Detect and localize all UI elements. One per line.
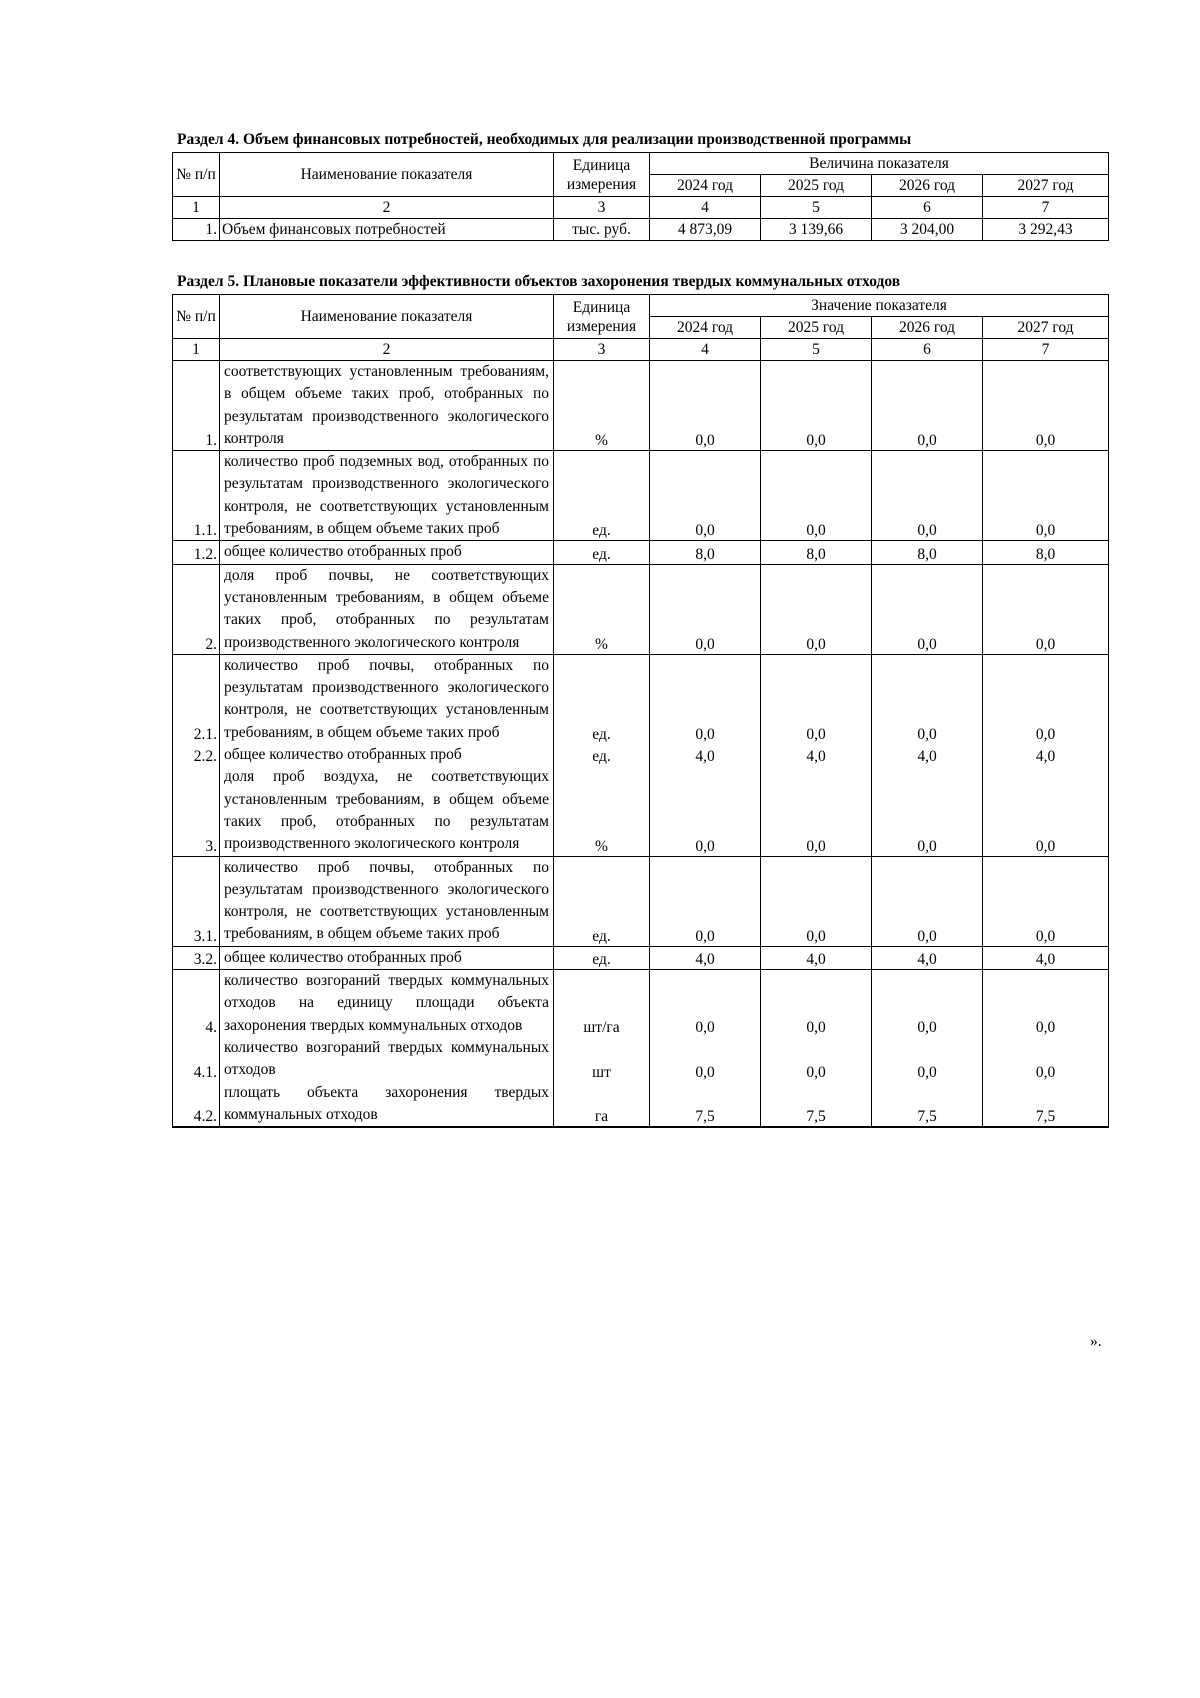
col-number: 7 [983, 339, 1109, 361]
row-value: 0,0 [650, 1037, 761, 1082]
row-name: количество возгораний твердых коммунальных отходов [220, 1037, 554, 1082]
header-num: № п/п [173, 295, 220, 339]
row-name: количество проб почвы, отобранных по результатам производственного экологического контроля, не соответствующих установленным требованиям, в общем объеме таких проб [220, 654, 554, 744]
row-unit: ед. [554, 541, 650, 564]
row-value: 8,0 [983, 541, 1109, 564]
row-num: 2.1. [173, 654, 220, 744]
row-value: 7,5 [872, 1082, 983, 1128]
col-number: 1 [173, 339, 220, 361]
row-num: 2. [173, 564, 220, 654]
header-year: 2027 год [983, 317, 1109, 339]
header-year: 2026 год [872, 317, 983, 339]
table-row [173, 219, 1109, 241]
row-value: 4,0 [983, 946, 1109, 969]
header-year: 2025 год [761, 317, 872, 339]
row-value: 0,0 [761, 564, 872, 654]
table-row [173, 361, 1109, 451]
row-value: 0,0 [761, 451, 872, 541]
row-value: 4,0 [872, 946, 983, 969]
row-value: 0,0 [983, 766, 1109, 856]
row-unit: % [554, 361, 650, 451]
table-row [173, 856, 1109, 946]
row-value: 0,0 [761, 766, 872, 856]
row-value: 0,0 [983, 1037, 1109, 1082]
row-value: 8,0 [650, 541, 761, 564]
row-num: 1. [173, 219, 220, 241]
row-num: 3.2. [173, 946, 220, 969]
col-number: 6 [872, 339, 983, 361]
row-name: общее количество отобранных проб [220, 744, 554, 766]
header-year: 2025 год [761, 175, 872, 197]
row-value: 0,0 [983, 970, 1109, 1037]
row-name: количество проб подземных вод, отобранных по результатам производственного экологического контроля, не соответствующих установленным требованиям, в общем объеме таких проб [220, 451, 554, 541]
row-value: 0,0 [650, 856, 761, 946]
table-row [173, 451, 1109, 541]
row-value: 0,0 [872, 856, 983, 946]
table-row [173, 744, 1109, 766]
table-row [173, 564, 1109, 654]
row-unit: % [554, 564, 650, 654]
table-row [173, 766, 1109, 856]
row-value: 7,5 [983, 1082, 1109, 1128]
row-unit: ед. [554, 946, 650, 969]
row-unit: ед. [554, 451, 650, 541]
row-name: количество проб почвы, отобранных по результатам производственного экологического контроля, не соответствующих установленным требованиям, в общем объеме таких проб [220, 856, 554, 946]
row-value: 0,0 [983, 856, 1109, 946]
row-unit: шт/га [554, 970, 650, 1037]
row-value: 0,0 [872, 970, 983, 1037]
row-value: 0,0 [650, 654, 761, 744]
row-num: 1.2. [173, 541, 220, 564]
row-unit: ед. [554, 744, 650, 766]
row-value: 0,0 [761, 856, 872, 946]
header-name: Наименование показателя [220, 295, 554, 339]
header-year: 2024 год [650, 317, 761, 339]
row-value: 8,0 [761, 541, 872, 564]
row-name: соответствующих установленным требованиям, в общем объеме таких проб, отобранных по результатам производственного экологического контроля [220, 361, 554, 451]
row-value: 4,0 [983, 744, 1109, 766]
row-name: количество возгораний твердых коммунальных отходов на единицу площади объекта захоронения твердых коммунальных отходов [220, 970, 554, 1037]
row-num: 3.1. [173, 856, 220, 946]
header-year: 2027 год [983, 175, 1109, 197]
section4-title: Раздел 4. Объем финансовых потребностей, необходимых для реализации производственной программы [177, 131, 912, 148]
row-value: 0,0 [650, 451, 761, 541]
row-num: 4.2. [173, 1082, 220, 1128]
row-value: 0,0 [983, 451, 1109, 541]
row-value: 7,5 [761, 1082, 872, 1128]
row-value: 7,5 [650, 1082, 761, 1128]
col-number: 5 [761, 339, 872, 361]
closing-quote-mark: ». [1090, 1333, 1102, 1350]
row-value: 4,0 [650, 946, 761, 969]
row-name: Объем финансовых потребностей [220, 219, 554, 241]
col-number: 3 [554, 197, 650, 219]
row-value: 0,0 [650, 970, 761, 1037]
row-value: 4 873,09 [650, 219, 761, 241]
row-value: 3 292,43 [983, 219, 1109, 241]
row-num: 4.1. [173, 1037, 220, 1082]
row-name: общее количество отобранных проб [220, 946, 554, 969]
header-group: Значение показателя [650, 295, 1109, 317]
row-value: 0,0 [761, 970, 872, 1037]
row-unit: ед. [554, 856, 650, 946]
row-num: 3. [173, 766, 220, 856]
col-number: 4 [650, 339, 761, 361]
row-num: 2.2. [173, 744, 220, 766]
row-value: 4,0 [650, 744, 761, 766]
row-value: 3 204,00 [872, 219, 983, 241]
row-value: 0,0 [983, 564, 1109, 654]
col-number: 7 [983, 197, 1109, 219]
row-name: доля проб воздуха, не соответствующих установленным требованиям, в общем объеме таких проб, отобранных по результатам производственного экологического контроля [220, 766, 554, 856]
header-name: Наименование показателя [220, 153, 554, 197]
row-value: 0,0 [872, 654, 983, 744]
row-value: 3 139,66 [761, 219, 872, 241]
row-value: 4,0 [872, 744, 983, 766]
row-num: 1. [173, 361, 220, 451]
row-unit: шт [554, 1037, 650, 1082]
col-number: 1 [173, 197, 220, 219]
col-number: 2 [220, 197, 554, 219]
row-value: 4,0 [761, 744, 872, 766]
row-unit: ед. [554, 654, 650, 744]
table-row [173, 970, 1109, 1037]
row-name: общее количество отобранных проб [220, 541, 554, 564]
col-number: 2 [220, 339, 554, 361]
table-row [173, 946, 1109, 969]
header-group: Величина показателя [650, 153, 1109, 175]
row-value: 0,0 [983, 654, 1109, 744]
row-unit: га [554, 1082, 650, 1128]
row-name: площать объекта захоронения твердых коммунальных отходов [220, 1082, 554, 1128]
financial-needs-table [172, 152, 1109, 241]
col-number: 3 [554, 339, 650, 361]
row-value: 0,0 [761, 361, 872, 451]
row-unit: тыс. руб. [554, 219, 650, 241]
row-value: 0,0 [872, 361, 983, 451]
row-value: 0,0 [872, 1037, 983, 1082]
table-row [173, 1082, 1109, 1128]
table-row [173, 541, 1109, 564]
row-value: 0,0 [983, 361, 1109, 451]
row-value: 0,0 [650, 361, 761, 451]
header-unit: Единица измерения [554, 295, 650, 339]
row-value: 0,0 [650, 766, 761, 856]
row-value: 0,0 [872, 564, 983, 654]
header-num: № п/п [173, 153, 220, 197]
efficiency-indicators-table [172, 294, 1109, 1128]
header-unit: Единица измерения [554, 153, 650, 197]
header-year: 2024 год [650, 175, 761, 197]
col-number: 6 [872, 197, 983, 219]
table-row [173, 654, 1109, 744]
row-unit: % [554, 766, 650, 856]
row-name: доля проб почвы, не соответствующих установленным требованиям, в общем объеме таких проб, отобранных по результатам производственного экологического контроля [220, 564, 554, 654]
row-value: 0,0 [872, 451, 983, 541]
col-number: 4 [650, 197, 761, 219]
row-num: 1.1. [173, 451, 220, 541]
row-value: 8,0 [872, 541, 983, 564]
row-value: 0,0 [650, 564, 761, 654]
col-number: 5 [761, 197, 872, 219]
header-year: 2026 год [872, 175, 983, 197]
row-value: 0,0 [872, 766, 983, 856]
table-row [173, 1037, 1109, 1082]
row-value: 0,0 [761, 1037, 872, 1082]
row-num: 4. [173, 970, 220, 1037]
section5-title: Раздел 5. Плановые показатели эффективности объектов захоронения твердых коммунальных отходов [177, 273, 901, 290]
row-value: 0,0 [761, 654, 872, 744]
row-value: 4,0 [761, 946, 872, 969]
